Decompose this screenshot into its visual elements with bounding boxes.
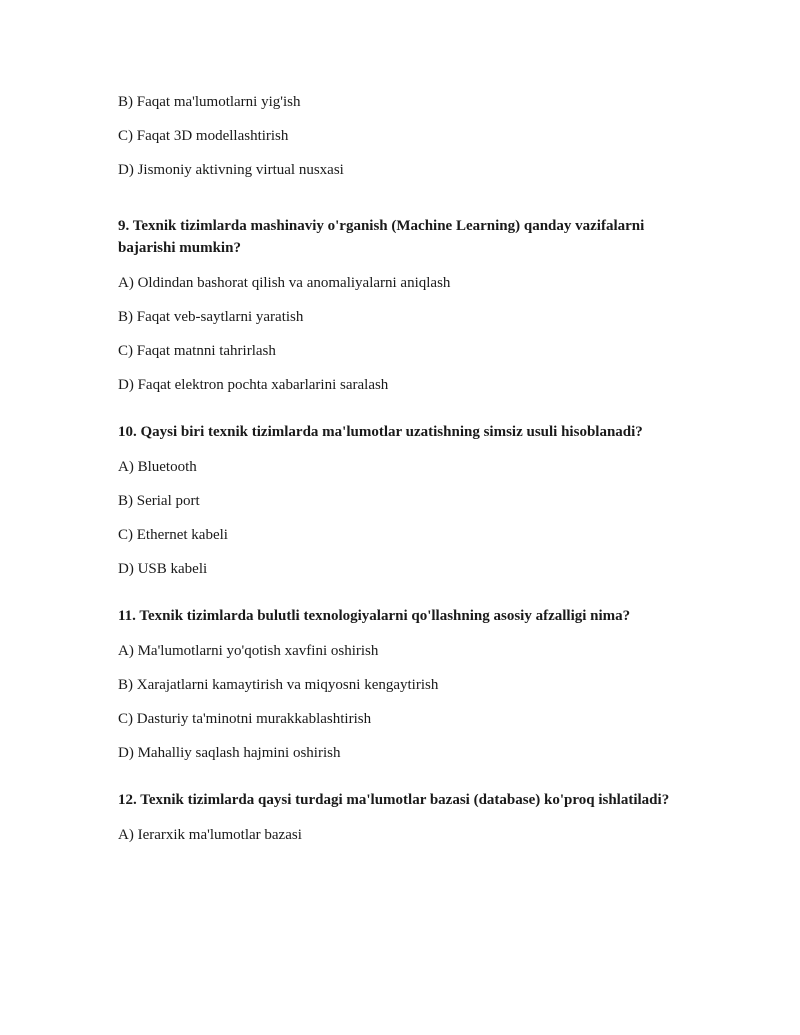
option-b: B) Faqat ma'lumotlarni yig'ish <box>118 94 301 110</box>
option-c: C) Faqat matnni tahrirlash <box>118 343 276 359</box>
option-d: D) Faqat elektron pochta xabarlarini saralash <box>118 377 389 393</box>
question-title: 10. Qaysi biri texnik tizimlarda ma'lumotlar uzatishning simsiz usuli hisoblanadi? <box>118 424 643 440</box>
question-title: 9. Texnik tizimlarda mashinaviy o'rganish (Machine Learning) qanday vazifalarni bajarishi mumkin? <box>118 218 645 256</box>
option-d: D) USB kabeli <box>118 561 208 577</box>
option-a: A) Ierarxik ma'lumotlar bazasi <box>118 827 302 843</box>
option-a: A) Bluetooth <box>118 459 197 475</box>
option-c: C) Faqat 3D modellashtirish <box>118 128 289 144</box>
question-12 <box>118 789 688 845</box>
option-a: A) Ma'lumotlarni yo'qotish xavfini oshirish <box>118 643 379 659</box>
option-b: B) Serial port <box>118 493 200 509</box>
question-9 <box>118 215 688 395</box>
question-10 <box>118 421 688 579</box>
option-b: B) Xarajatlarni kamaytirish va miqyosni kengaytirish <box>118 677 439 693</box>
option-d: D) Jismoniy aktivning virtual nusxasi <box>118 162 344 178</box>
option-a: A) Oldindan bashorat qilish va anomaliyalarni aniqlash <box>118 275 451 291</box>
question-8-continued <box>118 92 688 180</box>
question-11 <box>118 605 688 763</box>
document-page <box>118 92 688 871</box>
question-title: 12. Texnik tizimlarda qaysi turdagi ma'lumotlar bazasi (database) ko'proq ishlatiladi? <box>118 792 670 808</box>
question-title: 11. Texnik tizimlarda bulutli texnologiyalarni qo'llashning asosiy afzalligi nima? <box>118 608 631 624</box>
option-c: C) Ethernet kabeli <box>118 527 228 543</box>
option-d: D) Mahalliy saqlash hajmini oshirish <box>118 745 341 761</box>
option-b: B) Faqat veb-saytlarni yaratish <box>118 309 304 325</box>
option-c: C) Dasturiy ta'minotni murakkablashtirish <box>118 711 372 727</box>
